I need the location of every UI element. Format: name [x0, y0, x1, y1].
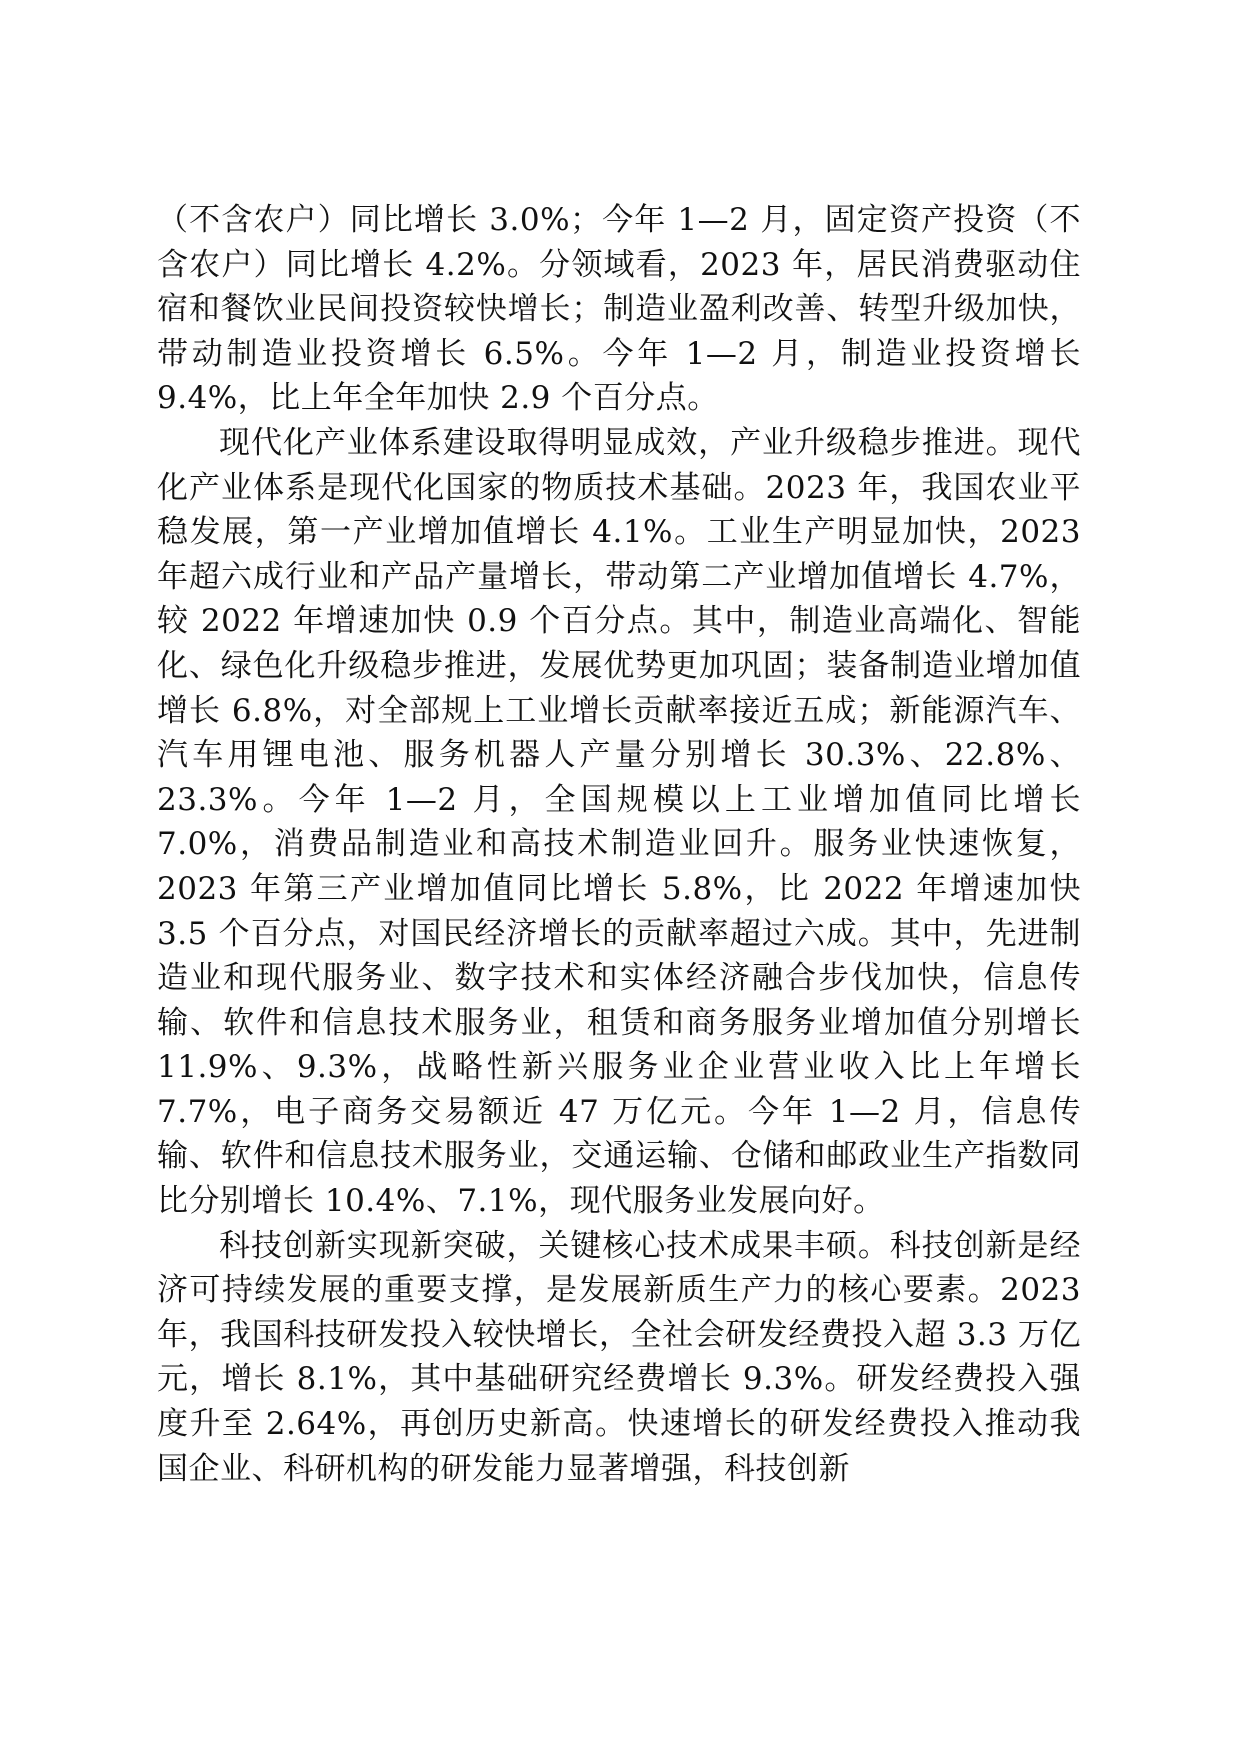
paragraph-modern-industrial-system: 现代化产业体系建设取得明显成效，产业升级稳步推进。现代化产业体系是现代化国家的物质技术基础。2023 年，我国农业平稳发展，第一产业增加值增长 4.1%。工业生产明显加快，2023 年超六成行业和产品产量增长，带动第二产业增加值增长 4.7%，较 2022 年增速加快 0.9 个百分点。其中，制造业高端化、智能化、绿色化升级稳步推进，发展优势更加巩固；装备制造业增加值增长 6.8%，对全部规上工业增长贡献率接近五成；新能源汽车、汽车用锂电池、服务机器人产量分别增长 30.3%、22.8%、23.3%。今年 1—2 月，全国规模以上工业增加值同比增长 7.0%，消费品制造业和高技术制造业回升。服务业快速恢复，2023 年第三产业增加值同比增长 5.8%，比 2022 年增速加快 3.5 个百分点，对国民经济增长的贡献率超过六成。其中，先进制造业和现代服务业、数字技术和实体经济融合步伐加快，信息传输、软件和信息技术服务业，租赁和商务服务业增加值分别增长 11.9%、9.3%，战略性新兴服务业企业营业收入比上年增长 7.7%，电子商务交易额近 47 万亿元。今年 1—2 月，信息传输、软件和信息技术服务业，交通运输、仓储和邮政业生产指数同比分别增长 10.4%、7.1%，现代服务业发展向好。	[157, 424, 1081, 1220]
paragraph-fixed-asset-investment: （不含农户）同比增长 3.0%；今年 1—2 月，固定资产投资（不含农户）同比增长 4.2%。分领域看，2023 年，居民消费驱动住宿和餐饮业民间投资较快增长；制造业盈利改善、转型升级加快，带动制造业投资增长 6.5%。今年 1—2 月，制造业投资增长 9.4%，比上年全年加快 2.9 个百分点。	[157, 202, 1081, 417]
document-body	[157, 198, 1081, 1491]
paragraph-technology-innovation: 科技创新实现新突破，关键核心技术成果丰硕。科技创新是经济可持续发展的重要支撑，是发展新质生产力的核心要素。2023 年，我国科技研发投入较快增长，全社会研发经费投入超 3.3 万亿元，增长 8.1%，其中基础研究经费增长 9.3%。研发经费投入强度升至 2.64%，再创历史新高。快速增长的研发经费投入推动我国企业、科研机构的研发能力显著增强，科技创新	[157, 1227, 1081, 1487]
